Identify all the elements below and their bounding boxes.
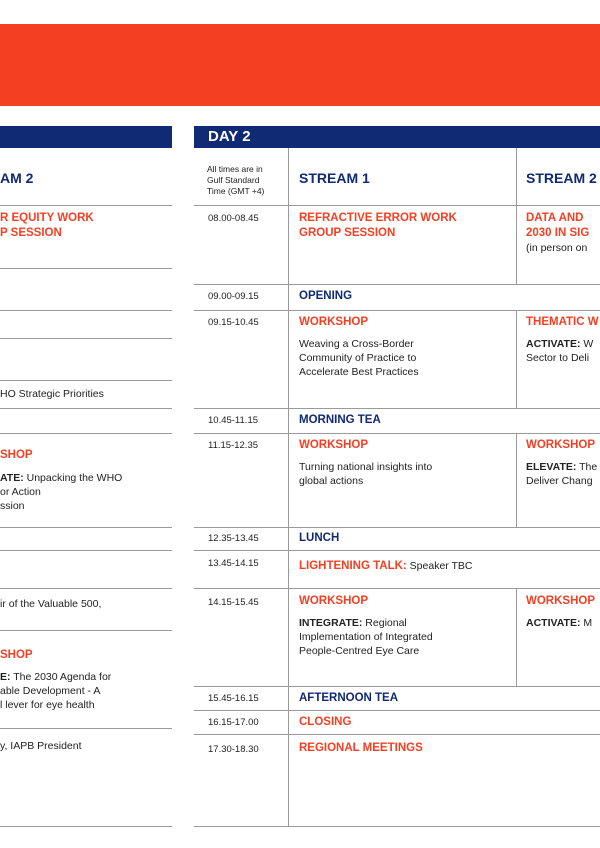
- title-line: R EQUITY WORK: [0, 212, 94, 224]
- title-line: GROUP SESSION: [299, 227, 396, 239]
- text-span: M: [580, 617, 593, 629]
- workshop-text: [0, 670, 111, 712]
- column-divider: [516, 433, 517, 527]
- text-line: Accelerate Best Practices: [299, 366, 419, 378]
- divider: [0, 433, 172, 434]
- text-line: [526, 460, 597, 474]
- time-label: 17.30-18.30: [208, 744, 259, 755]
- text-line: Sector to Deli: [526, 352, 590, 364]
- morning-tea-label: MORNING TEA: [299, 414, 381, 426]
- text-span: The 2030 Agenda for: [10, 671, 112, 683]
- header-banner: [0, 24, 600, 106]
- thematic-text: [526, 337, 593, 365]
- data-session: [526, 211, 589, 255]
- workshop-text: [526, 616, 592, 630]
- divider: [0, 268, 172, 269]
- text-line: Turning national insights into: [299, 461, 433, 473]
- text-span: W: [580, 338, 594, 350]
- day2-header: DAY 2: [194, 126, 600, 148]
- valuable-500-text: ir of the Valuable 500,: [0, 598, 102, 610]
- bold-keyword: ACTIVATE:: [526, 338, 581, 350]
- divider: [0, 527, 172, 528]
- bold-keyword: ELEVATE:: [526, 461, 577, 473]
- text-span: Regional: [362, 617, 407, 629]
- time-label: 13.45-14.15: [208, 558, 259, 569]
- day1-s2-equity-title: [0, 211, 94, 241]
- text-line: ssion: [0, 500, 25, 512]
- workshop-title: WORKSHOP: [299, 439, 368, 451]
- bold-keyword: INTEGRATE:: [299, 617, 363, 629]
- lightening-talk: [299, 556, 473, 574]
- talk-speaker: Speaker TBC: [406, 560, 473, 572]
- note-line: All times are in: [207, 164, 263, 174]
- divider: [0, 826, 172, 827]
- text-line: or Action: [0, 486, 41, 498]
- bold-keyword: ATE:: [0, 472, 24, 484]
- text-line: [0, 670, 111, 684]
- time-label: 15.45-16.15: [208, 693, 259, 704]
- divider: [0, 630, 172, 631]
- workshop-text: [299, 337, 419, 379]
- thematic-title: THEMATIC W: [526, 316, 599, 328]
- divider: [194, 310, 600, 311]
- divider: [0, 550, 172, 551]
- time-label: 12.35-13.45: [208, 533, 259, 544]
- who-priorities-text: HO Strategic Priorities: [0, 388, 104, 400]
- divider: [194, 734, 600, 735]
- workshop-title: WORKSHOP: [299, 316, 368, 328]
- divider: [194, 686, 600, 687]
- text-span: The: [576, 461, 598, 473]
- afternoon-tea-label: AFTERNOON TEA: [299, 692, 399, 704]
- text-line: Deliver Chang: [526, 475, 593, 487]
- time-label: 08.00-08.45: [208, 213, 259, 224]
- divider: [0, 728, 172, 729]
- title-line: REFRACTIVE ERROR WORK: [299, 212, 457, 224]
- divider: [0, 338, 172, 339]
- title-line: 2030 IN SIG: [526, 227, 590, 239]
- bold-keyword: ACTIVATE:: [526, 617, 581, 629]
- workshop-title: WORKSHOP: [526, 439, 595, 451]
- time-label: 09.15-10.45: [208, 317, 259, 328]
- workshop-text: [526, 460, 597, 488]
- closing-label: CLOSING: [299, 716, 352, 728]
- stream2-header: STREAM 2: [526, 170, 597, 186]
- column-divider: [516, 310, 517, 408]
- text-line: global actions: [299, 475, 364, 487]
- text-line: [299, 616, 433, 630]
- divider: [0, 408, 172, 409]
- divider: [0, 310, 172, 311]
- text-line: [526, 616, 592, 630]
- note-line: Gulf Standard: [207, 175, 260, 185]
- text-line: [0, 471, 122, 485]
- column-divider: [516, 148, 517, 284]
- time-label: 09.00-09.15: [208, 291, 259, 302]
- time-label: 14.15-15.45: [208, 597, 259, 608]
- divider: [0, 205, 172, 206]
- divider: [194, 550, 600, 551]
- divider: [194, 826, 600, 827]
- text-line: (in person on: [526, 242, 588, 254]
- text-line: Weaving a Cross-Border: [299, 338, 414, 350]
- time-label: 10.45-11.15: [208, 415, 259, 426]
- text-line: [526, 337, 593, 351]
- divider: [194, 588, 600, 589]
- text-line: Implementation of Integrated: [299, 631, 433, 643]
- divider: [194, 205, 600, 206]
- title-line: DATA AND: [526, 212, 584, 224]
- text-line: People-Centred Eye Care: [299, 645, 420, 657]
- divider: [194, 710, 600, 711]
- divider: [194, 433, 600, 434]
- column-divider: [288, 148, 289, 826]
- bold-keyword: E:: [0, 671, 11, 683]
- workshop-title: WORKSHOP: [299, 595, 368, 607]
- workshop-text: [299, 460, 432, 488]
- iapb-president-text: y, IAPB President: [0, 740, 82, 752]
- workshop-title: SHOP: [0, 449, 33, 461]
- divider: [194, 284, 600, 285]
- divider: [0, 588, 172, 589]
- time-label: 16.15-17.00: [208, 717, 259, 728]
- opening-label: OPENING: [299, 290, 353, 302]
- workshop-text: [299, 616, 433, 658]
- divider: [194, 408, 600, 409]
- times-note: [207, 164, 264, 197]
- time-label: 11.15-12.35: [208, 440, 259, 451]
- workshop-title: SHOP: [0, 649, 33, 661]
- workshop-text: [0, 471, 122, 513]
- regional-meetings-label: REGIONAL MEETINGS: [299, 742, 423, 754]
- day1-stream2-header: AM 2: [0, 170, 34, 186]
- note-line: Time (GMT +4): [207, 186, 265, 196]
- refractive-error-session: [299, 211, 457, 241]
- day1-header-bar: [0, 126, 172, 148]
- text-line: able Development - A: [0, 685, 101, 697]
- text-line: Community of Practice to: [299, 352, 417, 364]
- talk-label: LIGHTENING TALK:: [299, 560, 407, 572]
- workshop-title: WORKSHOP: [526, 595, 595, 607]
- text-span: Unpacking the WHO: [23, 472, 123, 484]
- text-line: l lever for eye health: [0, 699, 95, 711]
- title-line: P SESSION: [0, 227, 62, 239]
- divider: [194, 527, 600, 528]
- divider: [0, 380, 172, 381]
- column-divider: [516, 588, 517, 686]
- lunch-label: LUNCH: [299, 532, 340, 544]
- stream1-header: STREAM 1: [299, 170, 370, 186]
